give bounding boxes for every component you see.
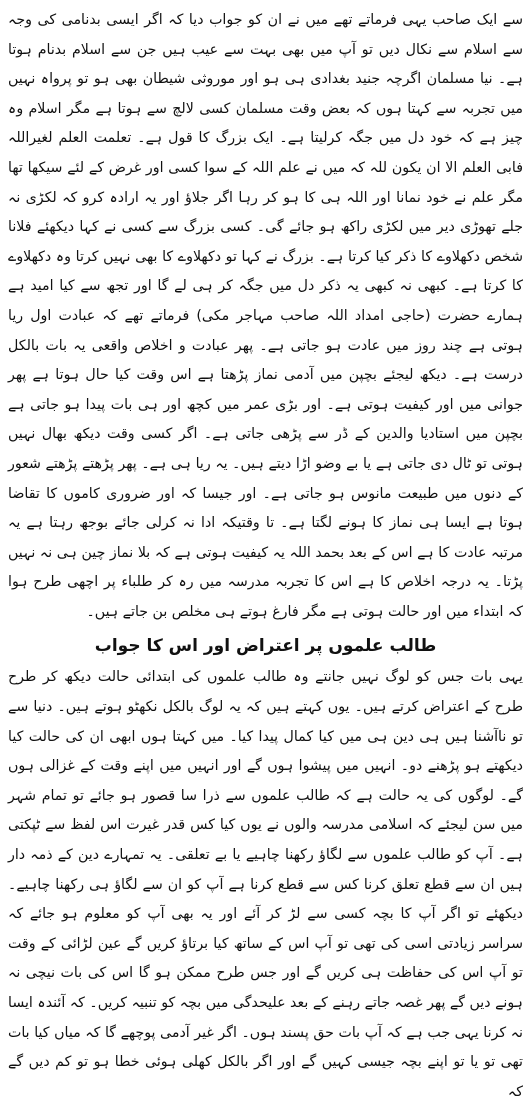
body-paragraph-2: یہی بات جس کو لوگ نہیں جانتے وہ طالب علموں کی ابتدائی حالت دیکھ کر طرح طرح کے اعتراض کرتے ہیں۔ یوں کہتے ہیں کہ یہ لوگ بالکل نکھٹو ہوتے ہیں۔ دنیا سے تو ناآشنا ہیں ہی دین ہی میں کیا کمال پیدا کیا۔ میں کہتا ہوں ابھی ان کی حالت کیا دیکھتے ہو پڑھنے دو۔ انہیں میں پیشوا ہوں گے اور انہیں میں اپنے وقت کے غزالی ہوں گے۔ لوگوں کی یہ حالت ہے کہ طالب علموں سے ذرا سا قصور ہو جائے تو تمام شہر میں سن لیجئے کہ اسلامی مدرسہ والوں نے یوں کیا کس قدر غیرت اس لفظ سے ٹپکتی ہے۔ آپ کو طالب علموں سے لگاؤ رکھنا چاہیے یا بے تعلقی۔ یہ تمہارے دین کے ذمہ دار ہیں ان سے قطع تعلق کرنا کس سے قطع کرنا ہے آپ کو ان سے لگاؤ ہی رکھنا چاہیے۔ دیکھئے تو اگر آپ کا بچہ کسی سے لڑ کر آئے اور یہ بھی آپ کو معلوم ہو جائے کہ سراسر زیادتی اسی کی تھی تو آپ اس کے ساتھ کیا برتاؤ کریں گے عین لڑائی کے وقت تو آپ اس کی حفاظت ہی کریں گے اور جس طرح ممکن ہو گا اس کی بات نیچی نہ ہونے دیں گے پھر غصہ جاتے رہنے کے بعد علیحدگی میں بچہ کو تنبیہ کریں۔ کہ آئندہ ایسا نہ کرنا یہی جب ہے کہ آپ بات حق پسند ہوں۔ اگر غیر آدمی پوچھے گا کہ میاں کیا بات تھی تو یا تو اپنے بچہ جیسی کہیں گے اور اگر بالکل کھلی ہوئی خطا ہو تو کم دیں گے کہ — [8, 669, 523, 1100]
body-paragraph-1: سے ایک صاحب یہی فرماتے تھے میں نے ان کو جواب دیا کہ اگر ایسی بدنامی کی وجہ سے اسلام سے نکال دیں تو آپ میں بھی بہت سے عیب ہیں جن سے اسلام بدنام ہوتا ہے۔ نیا مسلمان اگرچہ جنید بغدادی ہی ہو اور موروثی شیطان بھی ہو تو پرواہ نہیں میں تجربہ سے کہتا ہوں کہ بعض وقت مسلمان کسی لالچ سے ہوتا ہے مگر اسلام وہ چیز ہے کہ خود دل میں جگہ کرلیتا ہے۔ ایک بزرگ کا قول ہے۔ تعلمت العلم لغیراللہ فابی العلم الا ان یکون للہ کہ میں نے علم اللہ کے سوا کسی اور غرض کے لئے سیکھا تھا مگر علم نے خود نمانا اور اللہ ہی کا ہو کر رہا اگر جلاؤ اور یہ ارادہ کرو کہ لکڑی نہ جلے تھوڑی دیر میں لکڑی راکھ ہو جائے گی۔ کسی بزرگ سے کسی نے کہا دیکھئے فلانا شخص دکھلاوے کا ذکر کیا کرتا ہے۔ بزرگ نے کہا تو دکھلاوے کا بھی نہیں کرتا وہ دکھلاوے کا کرتا ہے۔ کبھی نہ کبھی یہ ذکر دل میں جگہ کر ہی لے گا اور تجھ سے کیا امید ہے ہمارے حضرت (حاجی امداد اللہ صاحب مہاجر مکی) فرماتے تھے کہ عبادت اول ریا ہوتی ہے چند روز میں عادت ہو جاتی ہے۔ پھر عبادت و اخلاص واقعی یہ بات بالکل درست ہے۔ دیکھ لیجئے بچپن میں آدمی نماز پڑھتا ہے اس وقت کیا حال ہوتا ہے پھر جوانی میں اور کیفیت ہوتی ہے۔ اور بڑی عمر میں کچھ اور ہی بات پیدا ہو جاتی ہے بچپن میں استادیا والدین کے ڈر سے پڑھی جاتی ہے۔ اگر کسی وقت دیکھ بھال نہیں ہوتی تو ٹال دی جاتی ہے یا بے وضو اڑا دیتے ہیں۔ یہ ریا ہی ہے۔ پھر پڑھتے پڑھتے شعور کے دنوں میں طبیعت مانوس ہو جاتی ہے۔ اور جیسا کہ اور ضروری کاموں کا تقاضا ہوتا ہے ایسا ہی نماز کا ہونے لگتا ہے۔ تا وقتیکہ ادا نہ کرلی جائے بوجھ رہتا ہے یہ مرتبہ عادت کا ہے اس کے بعد بحمد اللہ یہ کیفیت ہوتی ہے کہ بلا نماز چین ہی نہ نہیں پڑتا۔ یہ درجہ اخلاص کا ہے اس کا تجربہ مدرسہ میں رہ کر طلباء پر اچھی طرح ہوا کہ ابتداء میں اور حالت ہوتی ہے مگر فارغ ہوتے ہی مخلص بن جاتے ہیں۔ — [8, 12, 523, 620]
section-heading: طالب علموں پر اعتراض اور اس کا جواب — [94, 636, 437, 657]
